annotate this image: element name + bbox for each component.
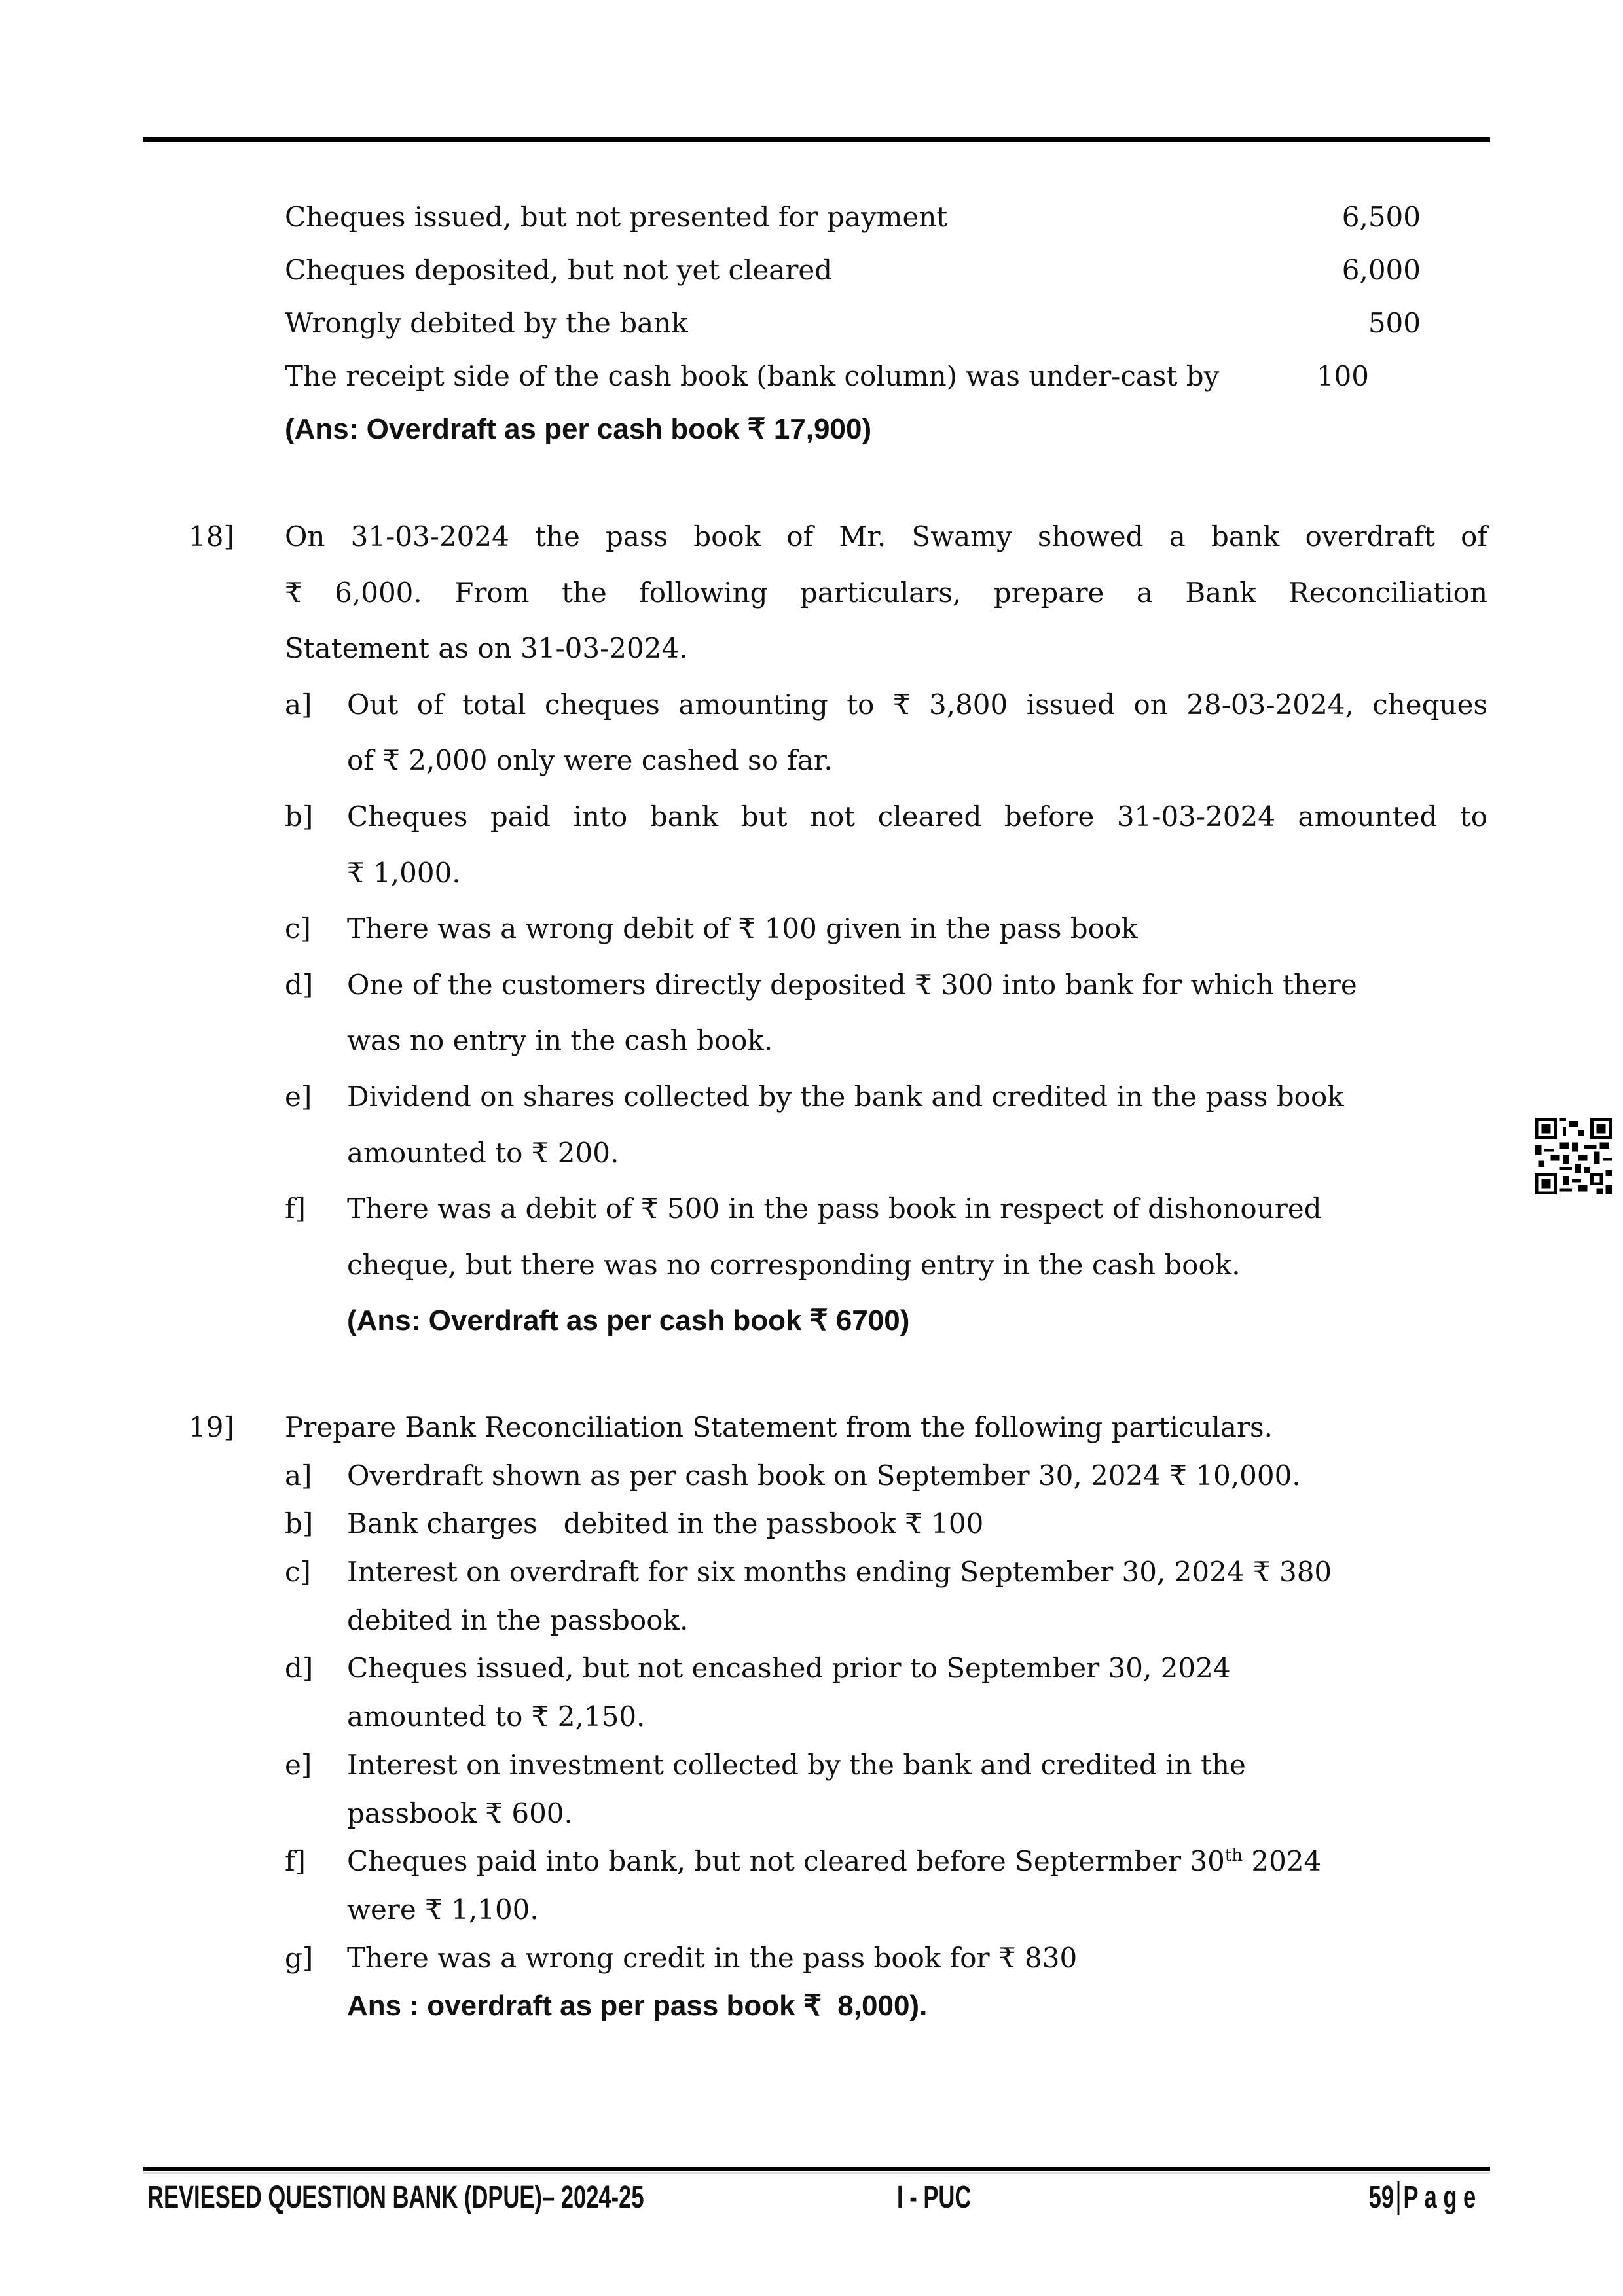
item-label: d] (285, 1652, 314, 1685)
list-item-cont (189, 1125, 1491, 1181)
particular-label: The receipt side of the cash book (bank column) was under-cast by (285, 360, 1220, 392)
question-18 (189, 509, 1491, 1349)
item-label: f] (285, 1845, 306, 1878)
qr-code-icon (1535, 1118, 1613, 1194)
particular-row (189, 350, 1491, 403)
footer-rule-shadow (143, 2172, 1490, 2174)
list-item-cont (189, 1013, 1491, 1069)
list-item (189, 1644, 1491, 1693)
list-item-cont (189, 1596, 1491, 1645)
item-text: was no entry in the cash book. (347, 1024, 773, 1057)
item-text: Out of total cheques amounting to ₹ 3,800 issued on 28-03-2024, cheques (347, 688, 1487, 721)
answer-line (189, 1982, 1491, 2030)
item-text: debited in the passbook. (347, 1604, 689, 1636)
item-label: e] (285, 1080, 312, 1113)
list-item (189, 957, 1491, 1013)
item-text: cheque, but there was no corresponding entry in the cash book. (347, 1248, 1241, 1281)
question-line (189, 620, 1491, 677)
item-text: ₹ 1,000. (347, 856, 461, 889)
item-text: There was a wrong debit of ₹ 100 given in the pass book (347, 912, 1138, 945)
list-item-cont (189, 1237, 1491, 1293)
question-number: 19] (189, 1411, 234, 1443)
particular-label: Cheques deposited, but not yet cleared (285, 254, 833, 286)
list-item-cont (189, 1886, 1491, 1934)
item-text: Overdraft shown as per cash book on September 30, 2024 ₹ 10,000. (347, 1459, 1301, 1492)
header-rule (143, 137, 1490, 142)
item-label: a] (285, 1459, 312, 1492)
particular-row (189, 190, 1491, 243)
answer-text: Ans : overdraft as per pass book ₹ 8,000). (347, 1990, 928, 2022)
particular-row (189, 296, 1491, 350)
question-number: 18] (189, 520, 234, 552)
list-item-cont (189, 1789, 1491, 1838)
question-line (189, 1403, 1491, 1452)
item-text: Cheques issued, but not encashed prior to September 30, 2024 (347, 1652, 1231, 1685)
item-label: c] (285, 912, 311, 945)
item-text: Interest on investment collected by the bank and credited in the (347, 1748, 1246, 1781)
page-number: 59 (1368, 2180, 1394, 2215)
particular-amount: 500 (1368, 307, 1421, 339)
item-text: One of the customers directly deposited ₹ 300 into bank for which there (347, 968, 1357, 1001)
footer-page (1368, 2179, 1476, 2216)
item-text: Bank charges debited in the passbook ₹ 100 (347, 1507, 984, 1540)
item-label: e] (285, 1748, 312, 1781)
list-item-cont (189, 845, 1491, 901)
item-text: Dividend on shares collected by the bank and credited in the pass book (347, 1080, 1344, 1113)
footer-rule (143, 2167, 1490, 2171)
item-text: There was a debit of ₹ 500 in the pass book in respect of dishonoured (347, 1193, 1322, 1225)
item-label: f] (285, 1193, 306, 1225)
particular-amount: 100 (1316, 360, 1369, 392)
item-label: b] (285, 1507, 314, 1540)
item-text: amounted to ₹ 2,150. (347, 1700, 646, 1733)
answer-text: (Ans: Overdraft as per cash book ₹ 6700) (347, 1304, 910, 1337)
ordinal-suffix: th (1224, 1846, 1243, 1866)
question-line (189, 565, 1491, 621)
page-label: P a g e (1403, 2180, 1476, 2215)
list-item (189, 1181, 1491, 1237)
item-label: a] (285, 688, 312, 721)
item-label: d] (285, 968, 314, 1001)
item-text: amounted to ₹ 200. (347, 1136, 619, 1169)
item-text (347, 1837, 1487, 1886)
list-item (189, 1934, 1491, 1982)
list-item (189, 1548, 1491, 1596)
item-text-part: 2024 (1243, 1845, 1322, 1878)
item-text: were ₹ 1,100. (347, 1893, 539, 1926)
particular-label: Wrongly debited by the bank (285, 307, 688, 339)
question-19 (189, 1403, 1491, 2030)
item-label: c] (285, 1556, 311, 1588)
item-label: b] (285, 800, 314, 833)
question-17-continued (189, 190, 1491, 456)
list-item (189, 789, 1491, 845)
item-text: of ₹ 2,000 only were cashed so far. (347, 744, 833, 777)
item-text-part: Cheques paid into bank, but not cleared before Septermber 30 (347, 1845, 1225, 1878)
list-item (189, 1741, 1491, 1789)
list-item (189, 1069, 1491, 1125)
list-item-cont (189, 1693, 1491, 1741)
item-text: Cheques paid into bank but not cleared before 31-03-2024 amounted to (347, 800, 1487, 833)
item-label: g] (285, 1941, 314, 1974)
list-item (189, 1837, 1491, 1886)
page-separator (1398, 2181, 1400, 2215)
item-text: Interest on overdraft for six months ending September 30, 2024 ₹ 380 (347, 1556, 1332, 1588)
answer-text: (Ans: Overdraft as per cash book ₹ 17,900) (285, 413, 872, 445)
question-text: Prepare Bank Reconciliation Statement from the following particulars. (285, 1411, 1273, 1443)
question-text: On 31-03-2024 the pass book of Mr. Swamy showed a bank overdraft of (285, 520, 1487, 552)
footer-title: REVIESED QUESTION BANK (DPUE)– 2024-25 (147, 2180, 644, 2215)
answer-line (189, 1293, 1491, 1349)
item-text: There was a wrong credit in the pass book for ₹ 830 (347, 1941, 1078, 1974)
list-item (189, 677, 1491, 733)
footer-class: I - PUC (897, 2180, 972, 2215)
list-item (189, 1452, 1491, 1500)
particular-amount: 6,500 (1341, 201, 1421, 233)
question-line (189, 509, 1491, 565)
list-item-cont (189, 732, 1491, 789)
particular-label: Cheques issued, but not presented for payment (285, 201, 948, 233)
item-text: passbook ₹ 600. (347, 1797, 573, 1829)
answer-line (189, 403, 1491, 456)
particular-row (189, 243, 1491, 296)
list-item (189, 1499, 1491, 1548)
question-text: Statement as on 31-03-2024. (285, 632, 688, 665)
question-text: ₹ 6,000. From the following particulars, prepare a Bank Reconciliation (285, 576, 1487, 609)
particular-amount: 6,000 (1341, 254, 1421, 286)
list-item (189, 901, 1491, 957)
